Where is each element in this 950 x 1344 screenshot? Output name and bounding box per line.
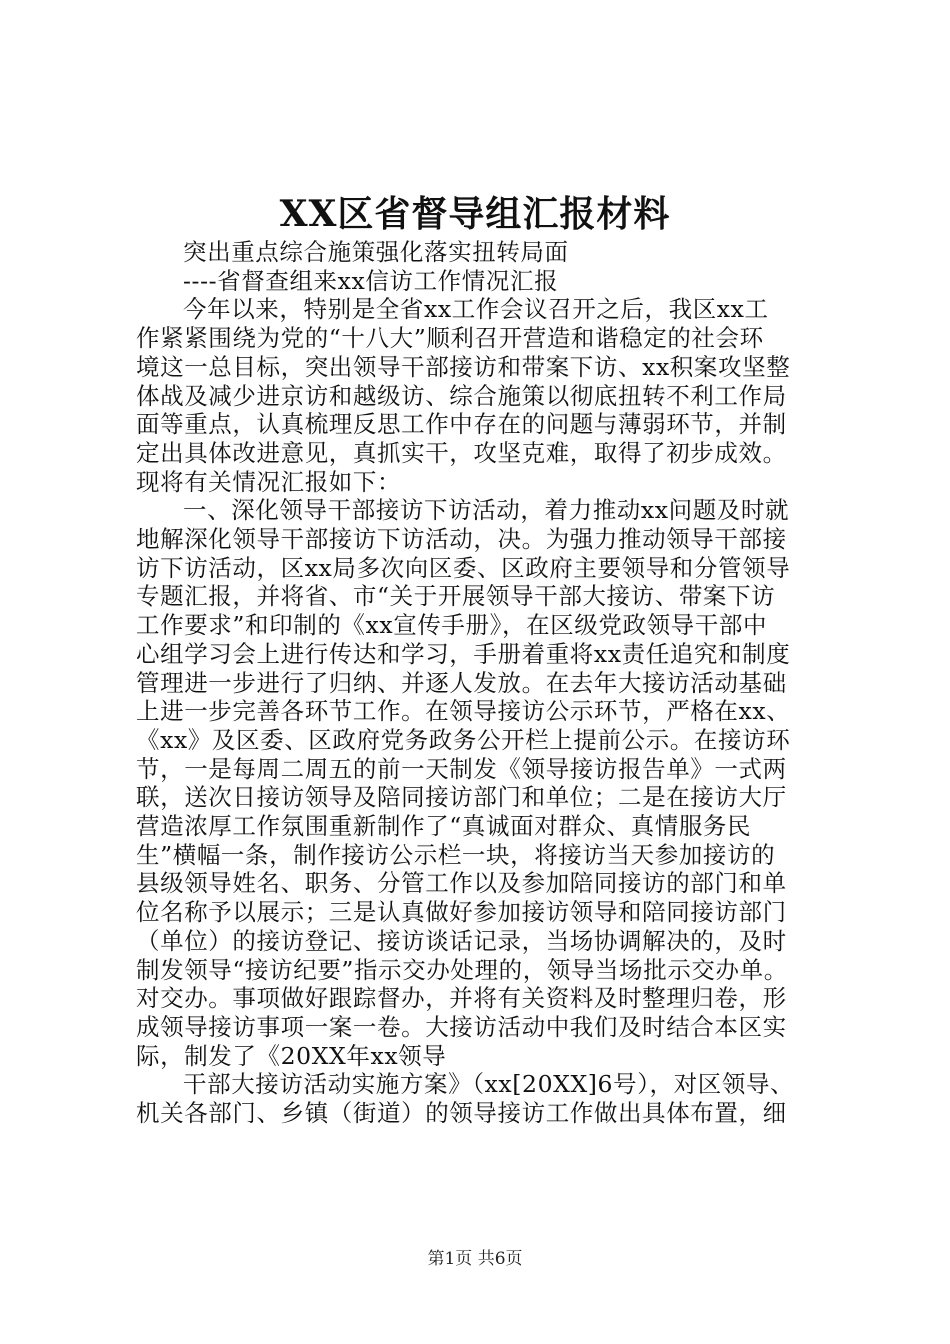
paragraph-line: 一、深化领导干部接访下访活动，着力推动xx问题及时就: [183, 496, 790, 525]
paragraph-line: 《xx》及区委、区政府党务政务公开栏上提前公示。在接访环: [136, 725, 791, 754]
paragraph-line: 心组学习会上进行传达和学习，手册着重将xx责任追究和制度: [136, 639, 791, 668]
document-body: [136, 238, 836, 1128]
paragraph-line: 成领导接访事项一案一卷。大接访活动中我们及时结合本区实: [136, 1012, 787, 1041]
subtitle-line: 突出重点综合施策强化落实扭转局面: [183, 238, 569, 266]
paragraph-line: 干部大接访活动实施方案》（xx[20XX]6号），对区领导、: [183, 1070, 795, 1099]
paragraph-line: 节，一是每周二周五的前一天制发《领导接访报告单》一式两: [136, 754, 787, 783]
paragraph-line: 地解深化领导干部接访下访活动，决。为强力推动领导干部接: [136, 525, 787, 554]
paragraph-line: 对交办。事项做好跟踪督办，并将有关资料及时整理归卷，形: [136, 984, 787, 1013]
paragraph-line: 现将有关情况汇报如下：: [136, 467, 402, 496]
paragraph-line: 联，送次日接访领导及陪同接访部门和单位；二是在接访大厅: [136, 783, 787, 812]
paragraph-line: 专题汇报，并将省、市“关于开展领导干部大接访、带案下访: [136, 582, 776, 611]
paragraph-line: 位名称予以展示；三是认真做好参加接访领导和陪同接访部门: [136, 898, 787, 927]
paragraph-line: 体战及减少进京访和越级访、综合施策以彻底扭转不利工作局: [136, 381, 787, 410]
paragraph-line: 作紧紧围绕为党的“十八大”顺利召开营造和谐稳定的社会环: [136, 324, 764, 353]
paragraph-line: 机关各部门、乡镇（街道）的领导接访工作做出具体布置，细: [136, 1099, 787, 1128]
paragraph-line: 面等重点，认真梳理反思工作中存在的问题与薄弱环节，并制: [136, 410, 787, 439]
paragraph-line: 工作要求”和印制的《xx宣传手册》，在区级党政领导干部中: [136, 611, 768, 640]
paragraph-line: 上进一步完善各环节工作。在领导接访公示环节，严格在xx、: [136, 697, 791, 726]
paragraph-line: （单位）的接访登记、接访谈话记录，当场协调解决的，及时: [136, 926, 787, 955]
paragraph-line: 县级领导姓名、职务、分管工作以及参加陪同接访的部门和单: [136, 869, 787, 898]
paragraph-line: 制发领导“接访纪要”指示交办处理的，领导当场批示交办单。: [136, 955, 788, 984]
paragraph-line: 今年以来，特别是全省xx工作会议召开之后，我区xx工: [183, 295, 769, 324]
document-title: XX区省督导组汇报材料: [279, 193, 671, 235]
paragraph-line: 访下访活动，区xx局多次向区委、区政府主要领导和分管领导: [136, 553, 791, 582]
page-number-footer: 第1页 共6页: [427, 1249, 523, 1269]
paragraph-line: 生”横幅一条，制作接访公示栏一块，将接访当天参加接访的: [136, 840, 776, 869]
paragraph-line: 营造浓厚工作氛围重新制作了“真诚面对群众、真情服务民: [136, 812, 752, 841]
paragraph-line: 境这一总目标，突出领导干部接访和带案下访、xx积案攻坚整: [136, 352, 791, 381]
subtitle-line: ----省督查组来xx信访工作情况汇报: [183, 266, 559, 295]
paragraph-line: 管理进一步进行了归纳、并逐人发放。在去年大接访活动基础: [136, 668, 787, 697]
paragraph-line: 际，制发了《20XX年xx领导: [136, 1041, 447, 1070]
paragraph-line: 定出具体改进意见，真抓实干，攻坚克难，取得了初步成效。: [136, 438, 787, 467]
